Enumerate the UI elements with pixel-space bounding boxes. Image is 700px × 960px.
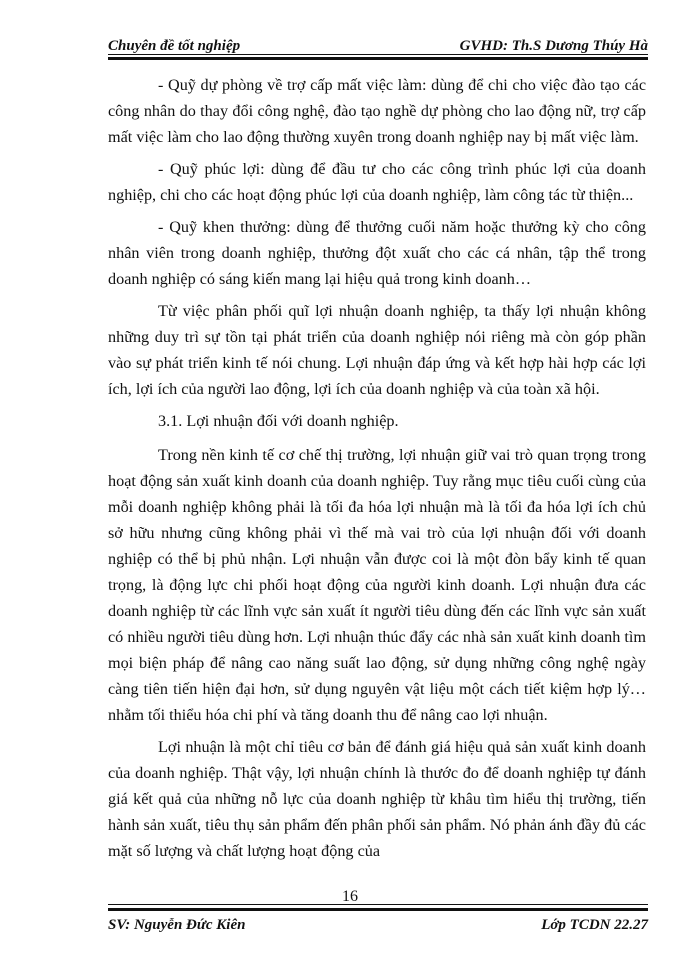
paragraph-profit-role: Trong nền kinh tế cơ chế thị trường, lợi nhuận giữ vai trò quan trọng trong hoạt động sản xuất kinh doanh của doanh nghiệp. Tuy rằng mục tiêu cuối cùng của mỗi doanh nghiệp không phải là tối đa hóa lợi nhuận mà là tối đa hóa lợi ích chủ sở hữu nhưng cũng không phải vì thế mà vai trò của lợi nhuận đối với doanh nghiệp có thể bị phủ nhận. Lợi nhuận vẫn được coi là một đòn bẩy kinh tế quan trọng, là động lực chi phối hoạt động của người kinh doanh. Lợi nhuận đưa các doanh nghiệp từ các lĩnh vực sản xuất ít người tiêu dùng đến các lĩnh vực sản xuất có nhiều người tiêu dùng hơn. Lợi nhuận thúc đẩy các nhà sản xuất kinh doanh tìm mọi biện pháp để nâng cao năng suất lao động, sử dụng những công nghệ ngày càng tiên tiến hiện đại hơn, sử dụng nguyên vật liệu một cách tiết kiệm hợp lý…nhằm tối thiểu hóa chi phí và tăng doanh thu để nâng cao lợi nhuận.	[108, 446, 646, 724]
footer-rule-thin	[108, 904, 648, 905]
footer-rule-thick	[108, 908, 648, 911]
footer-class: Lớp TCDN 22.27	[541, 917, 648, 933]
header-rule-thin	[108, 54, 648, 55]
page-body	[108, 72, 646, 870]
paragraph-welfare-fund: - Quỹ phúc lợi: dùng để đầu tư cho các công trình phúc lợi của doanh nghiệp, chi cho các hoạt động phúc lợi của doanh nghiệp, làm công tác từ thiện...	[108, 160, 646, 204]
paragraph-severance-fund: - Quỹ dự phòng về trợ cấp mất việc làm: dùng để chi cho việc đào tạo các công nhân do thay đổi công nghệ, đào tạo nghề dự phòng cho lao động nữ, trợ cấp mất việc làm cho lao động thường xuyên trong doanh nghiệp nay bị mất việc làm.	[108, 76, 646, 146]
page-footer	[108, 904, 648, 938]
header-rule-thick	[108, 57, 648, 60]
page-number: 16	[342, 888, 358, 905]
page-header	[108, 30, 648, 60]
paragraph-profit-indicator: Lợi nhuận là một chỉ tiêu cơ bản để đánh giá hiệu quả sản xuất kinh doanh của doanh nghiệp. Thật vậy, lợi nhuận chính là thước đo để doanh nghiệp tự đánh giá kết quả của những nỗ lực của doanh nghiệp từ khâu tìm hiểu thị trường, tiến hành sản xuất, tiêu thụ sản phẩm đến phân phối sản phẩm. Nó phản ánh đầy đủ các mặt số lượng và chất lượng hoạt động của	[108, 738, 646, 860]
header-supervisor: GVHD: Th.S Dương Thúy Hà	[459, 38, 648, 54]
paragraph-bonus-fund: - Quỹ khen thưởng: dùng để thưởng cuối năm hoặc thưởng kỳ cho công nhân viên trong doanh nghiệp, thưởng đột xuất cho các cá nhân, tập thể trong doanh nghiệp có sáng kiến mang lại hiệu quả trong kinh doanh…	[108, 218, 646, 288]
footer-student: SV: Nguyễn Đức Kiên	[108, 917, 246, 933]
header-title: Chuyên đề tốt nghiệp	[108, 38, 241, 54]
section-heading: 3.1. Lợi nhuận đối với doanh nghiệp.	[158, 412, 399, 430]
paragraph-profit-distribution: Từ việc phân phối quĩ lợi nhuận doanh nghiệp, ta thấy lợi nhuận không những duy trì sự tồn tại phát triển của doanh nghiệp nói riêng mà còn góp phần vào sự phát triển kinh tế nói chung. Lợi nhuận đáp ứng và kết hợp hài hợp các lợi ích, lợi ích của người lao động, lợi ích của doanh nghiệp và của toàn xã hội.	[108, 302, 646, 398]
